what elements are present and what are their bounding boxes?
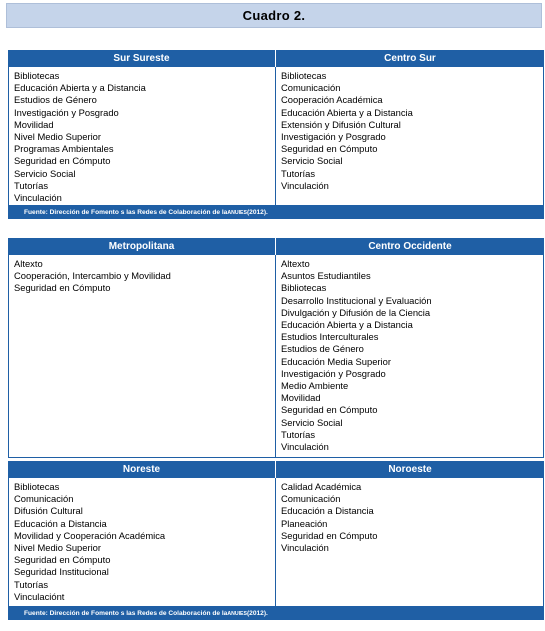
footnote-acronym: ANUIES [227, 209, 247, 216]
list-sur-sureste [8, 67, 276, 206]
list-item: Desarrollo Institucional y Evaluación [281, 294, 432, 306]
list-item: Servicio Social [281, 155, 343, 167]
list-item: Divulgación y Difusión de la Ciencia [281, 306, 431, 318]
list-item: Vinculación [281, 542, 329, 554]
list-item: Nivel Medio Superior [14, 542, 102, 554]
list-item: Movilidad y Cooperación Académica [14, 529, 166, 541]
list-item: Investigación y Posgrado [281, 131, 386, 143]
list-item: Estudios de Género [14, 94, 97, 106]
footnote-text: Fuente: Dirección de Fomento s las Redes de Colaboración de la [24, 209, 228, 216]
list-item: Nivel Medio Superior [14, 131, 102, 143]
region-table-1 [8, 50, 544, 219]
list-item: Programas Ambientales [14, 143, 114, 155]
source-footnote [8, 607, 544, 620]
list-item: Movilidad [281, 392, 321, 404]
footnote-text: Fuente: Dirección de Fomento s las Redes de Colaboración de la [24, 610, 228, 617]
list-item: Movilidad [14, 118, 54, 130]
region-header-row [8, 50, 544, 67]
list-item: Calidad Académica [281, 481, 362, 492]
list-item: Educación Abierta y a Distancia [14, 82, 146, 94]
list-item: Bibliotecas [281, 70, 327, 81]
list-noroeste [276, 478, 544, 607]
list-item: Cooperación Académica [281, 94, 383, 106]
list-item: Educación Media Superior [281, 355, 391, 367]
list-item: Tutorías [281, 428, 316, 440]
footnote-acronym: ANUIES [227, 610, 247, 617]
list-item: Estudios de Género [281, 343, 364, 355]
list-item: Extensión y Difusión Cultural [281, 118, 401, 130]
list-item: Comunicación [281, 82, 341, 94]
list-item: Educación Abierta y a Distancia [281, 319, 413, 331]
list-item: Vinculación [281, 441, 329, 453]
list-item: Investigación y Posgrado [281, 367, 386, 379]
list-item: Bibliotecas [14, 481, 60, 492]
list-item: Difusión Cultural [14, 505, 83, 517]
list-item: Cooperación, Intercambio y Movilidad [14, 270, 171, 282]
list-item: Bibliotecas [281, 282, 327, 294]
header-metropolitana: Metropolitana [8, 238, 276, 255]
header-noroeste: Noroeste [388, 464, 432, 475]
list-metropolitana [8, 255, 276, 458]
list-item: Servicio Social [14, 167, 76, 179]
source-footnote [8, 206, 544, 219]
list-item: Tutorías [281, 167, 316, 179]
list-item: Comunicación [281, 493, 341, 505]
list-item: Asuntos Estudiantiles [281, 270, 371, 282]
region-header-row [8, 461, 544, 478]
list-item: Seguridad en Cómputo [14, 155, 111, 167]
region-table-2 [8, 238, 544, 458]
table-title: Cuadro 2. [6, 3, 542, 28]
list-item: Medio Ambiente [281, 380, 349, 392]
list-item: Educación Abierta y a Distancia [281, 106, 413, 118]
list-item: Seguridad en Cómputo [281, 529, 378, 541]
list-item: Vinculaciónt [14, 590, 65, 602]
header-noreste: Noreste [8, 461, 276, 478]
footnote-year: (2012). [246, 610, 268, 617]
list-item: Bibliotecas [14, 70, 60, 81]
list-item: Educación a Distancia [14, 517, 107, 529]
list-item: Comunicación [14, 493, 74, 505]
list-centro-occidente [276, 255, 544, 458]
header-centro-occidente: Centro Occidente [368, 241, 452, 252]
list-item: Tutorías [14, 578, 49, 590]
header-centro-sur: Centro Sur [384, 53, 436, 64]
list-item: Seguridad en Cómputo [281, 404, 378, 416]
list-item: Seguridad en Cómputo [281, 143, 378, 155]
list-item: Investigación y Posgrado [14, 106, 119, 118]
list-item: Altexto [281, 258, 310, 269]
header-sur-sureste: Sur Sureste [8, 50, 276, 67]
region-header-row [8, 238, 544, 255]
list-item: Seguridad Institucional [14, 566, 109, 578]
list-item: Tutorías [14, 179, 49, 191]
list-item: Seguridad en Cómputo [14, 282, 111, 294]
list-item: Educación a Distancia [281, 505, 374, 517]
region-table-3 [8, 461, 544, 620]
footnote-year: (2012). [246, 209, 268, 216]
list-centro-sur [276, 67, 544, 206]
list-item: Planeación [281, 517, 328, 529]
list-item: Estudios Interculturales [281, 331, 379, 343]
list-item: Seguridad en Cómputo [14, 554, 111, 566]
list-item: Vinculación [14, 192, 62, 204]
list-item: Vinculación [281, 179, 329, 191]
list-noreste [8, 478, 276, 607]
list-item: Altexto [14, 258, 43, 269]
list-item: Servicio Social [281, 416, 343, 428]
